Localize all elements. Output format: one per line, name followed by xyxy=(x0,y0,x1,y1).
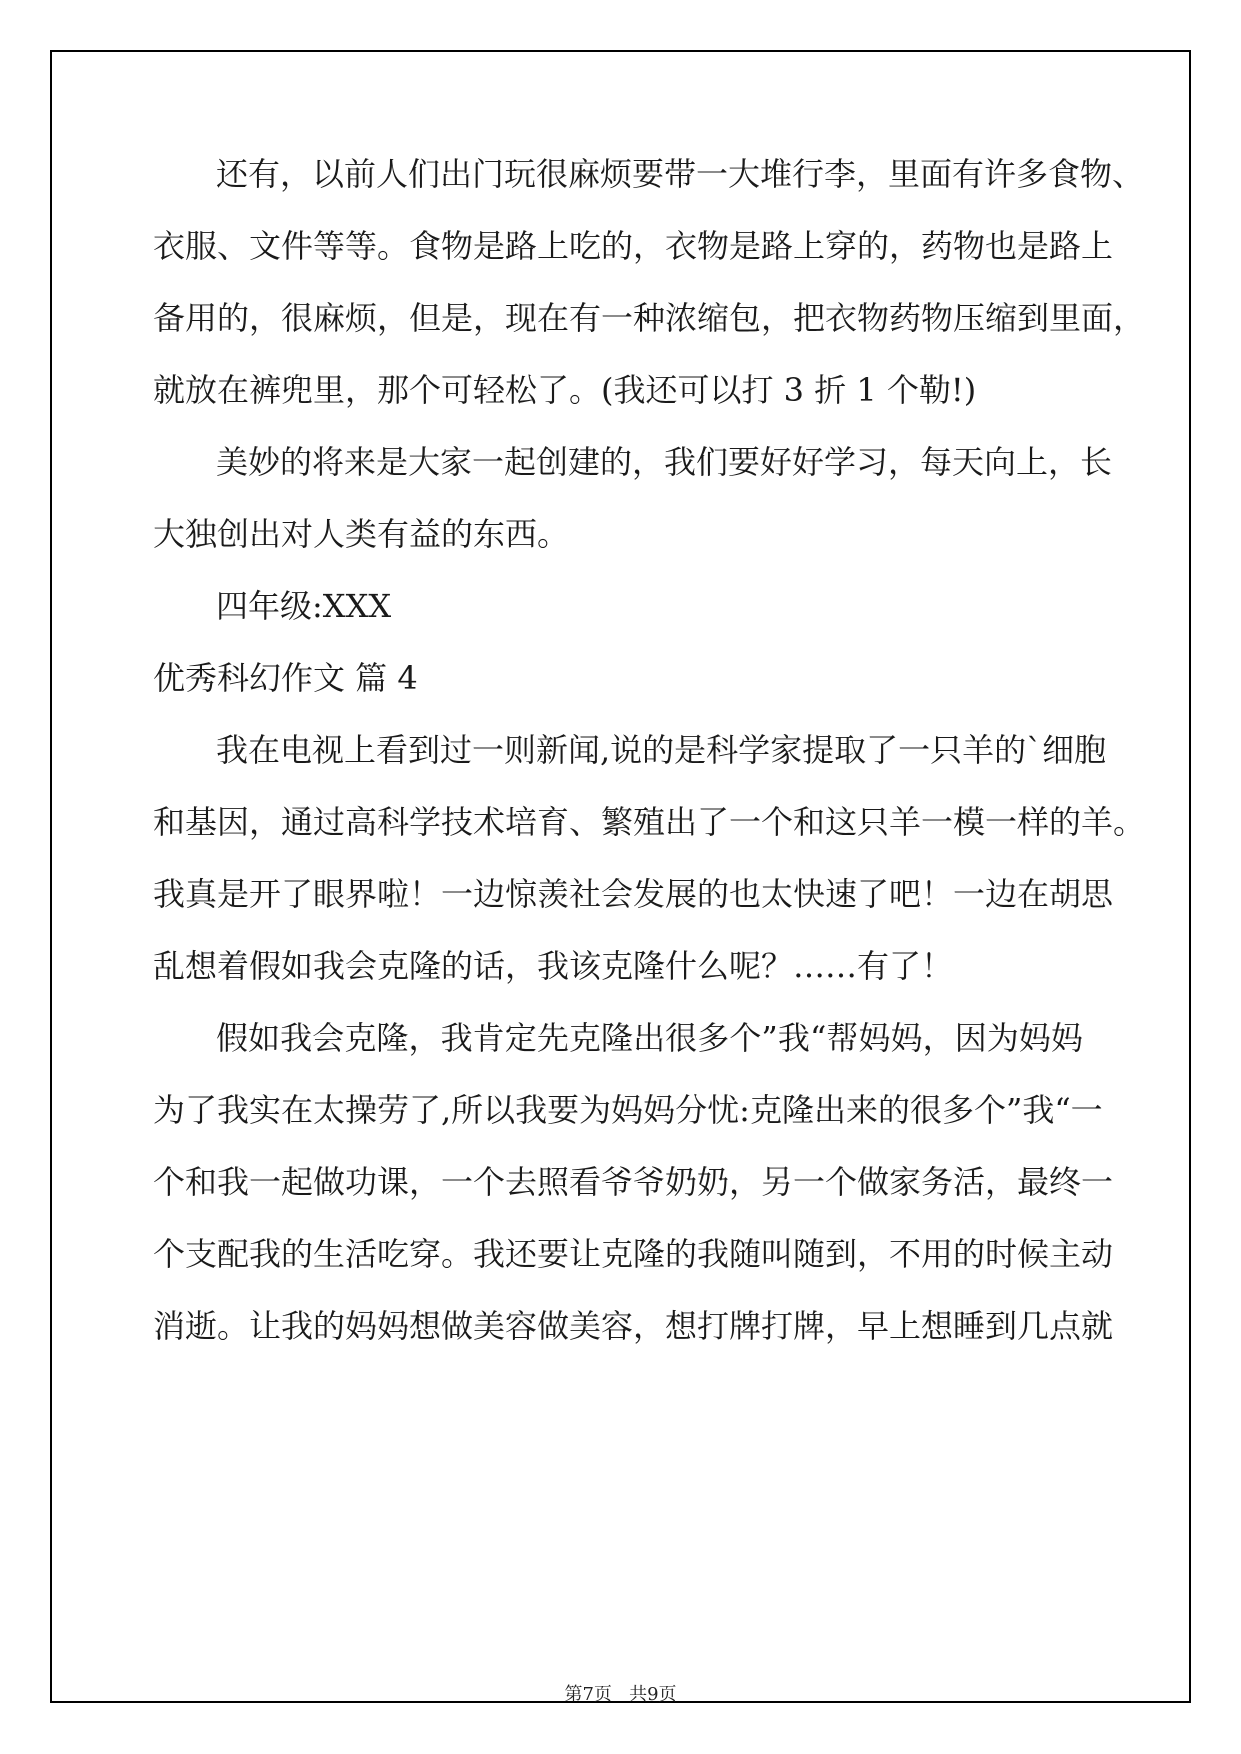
paragraph-line: 假如我会克隆，我肯定先克隆出很多个”我“帮妈妈，因为妈妈 xyxy=(216,1019,1083,1057)
section-heading: 优秀科幻作文 篇 4 xyxy=(153,659,418,697)
author-line: 四年级:XXX xyxy=(216,587,392,625)
paragraph-line: 我在电视上看到过一则新闻,说的是科学家提取了一只羊的`细胞 xyxy=(216,731,1107,769)
paragraph-line: 还有，以前人们出门玩很麻烦要带一大堆行李，里面有许多食物、 xyxy=(216,155,1145,193)
page-number-footer xyxy=(0,1683,1241,1707)
paragraph-line: 我真是开了眼界啦！一边惊羡社会发展的也太快速了吧！一边在胡思 xyxy=(153,875,1114,913)
paragraph-line: 消逝。让我的妈妈想做美容做美容，想打牌打牌，早上想睡到几点就 xyxy=(153,1307,1114,1345)
paragraph-line: 个和我一起做功课，一个去照看爷爷奶奶，另一个做家务活，最终一 xyxy=(153,1163,1114,1201)
paragraph-line: 为了我实在太操劳了,所以我要为妈妈分忧:克隆出来的很多个”我“一 xyxy=(153,1091,1103,1129)
paragraph-line: 个支配我的生活吃穿。我还要让克隆的我随叫随到，不用的时候主动 xyxy=(153,1235,1114,1273)
paragraph-line: 美妙的将来是大家一起创建的，我们要好好学习，每天向上，长 xyxy=(216,443,1113,481)
paragraph-line: 大独创出对人类有益的东西。 xyxy=(153,515,570,553)
paragraph-line: 乱想着假如我会克隆的话，我该克隆什么呢？……有了！ xyxy=(153,947,954,985)
paragraph-line: 和基因，通过高科学技术培育、繁殖出了一个和这只羊一模一样的羊。 xyxy=(153,803,1146,841)
paragraph-line: 备用的，很麻烦，但是，现在有一种浓缩包，把衣物药物压缩到里面， xyxy=(153,299,1146,337)
paragraph-line: 就放在裤兜里，那个可轻松了。(我还可以打 3 折 1 个勒!) xyxy=(153,371,977,409)
page-number-label: 第7页 共9页 xyxy=(564,1684,677,1705)
paragraph-line: 衣服、文件等等。食物是路上吃的，衣物是路上穿的，药物也是路上 xyxy=(153,227,1114,265)
